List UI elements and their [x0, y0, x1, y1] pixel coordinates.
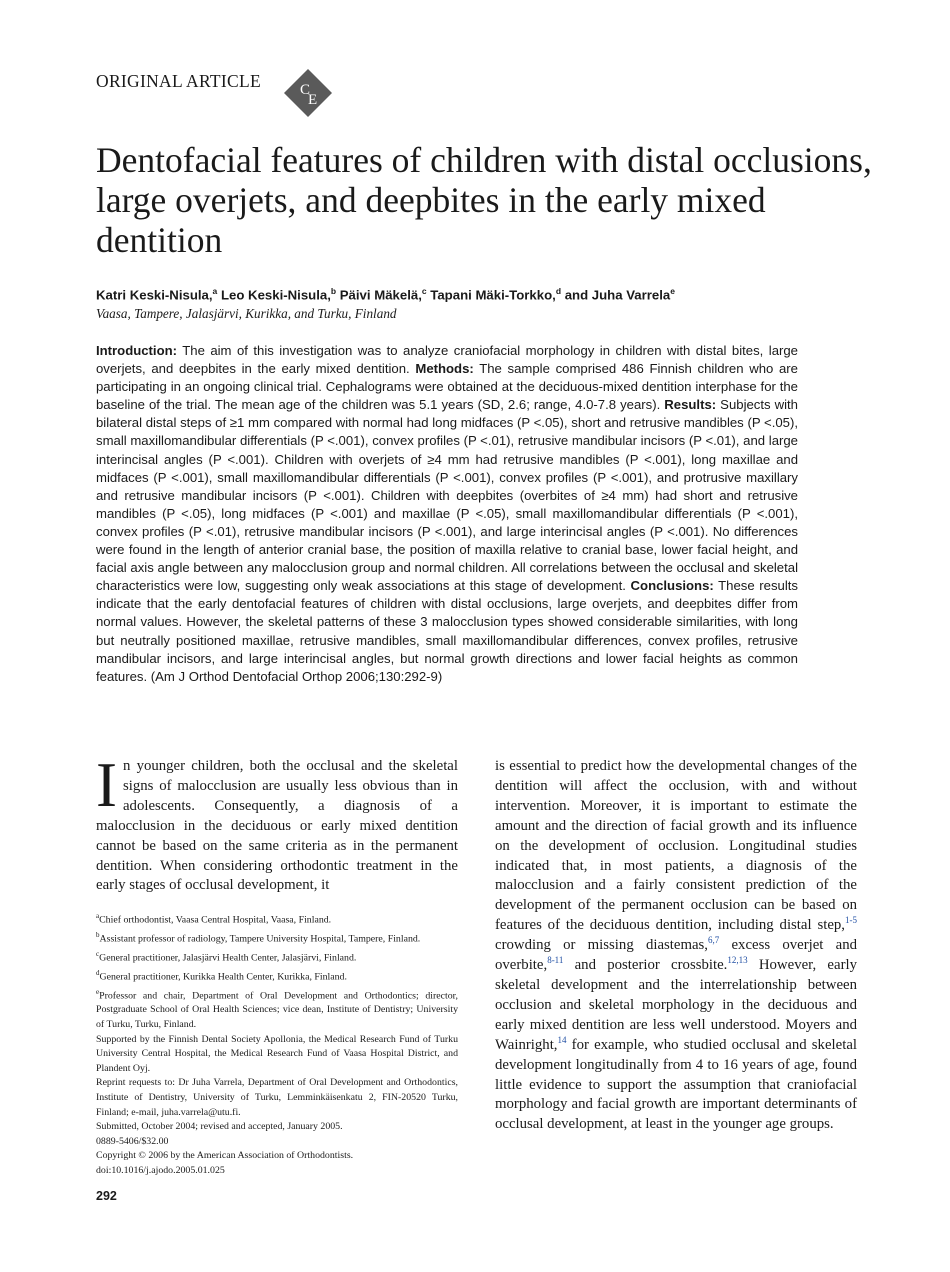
abstract	[96, 342, 798, 686]
body-paragraph: crowding or missing diastemas,	[495, 937, 708, 954]
footnote-submitted: Submitted, October 2004; revised and accepted, January 2005.	[96, 1121, 343, 1133]
footnotes	[96, 909, 458, 1179]
abstract-introduction-text: The aim of this investigation was to analyze craniofacial morphology in children with distal bites, large overjets, and deepbites in the early mixed dentition.	[96, 343, 798, 377]
author-locations: Vaasa, Tampere, Jalasjärvi, Kurikka, and Turku, Finland	[96, 306, 397, 321]
body-text-left-column	[96, 750, 458, 896]
abstract-conclusions-label: Conclusions:	[630, 578, 714, 594]
article-header	[96, 68, 496, 118]
author-affiliation-mark: a	[212, 286, 218, 296]
reference-link[interactable]: 12,13	[727, 955, 748, 966]
footnote-affiliation: $^b$Assistant professor of radiology, Tampere University Hospital, Tampere, Finland.	[96, 930, 421, 945]
abstract-methods-label: Methods:	[415, 361, 474, 377]
abstract-conclusions-text: These results indicate that the early dentofacial features of children with distal occlusions, large overjets, and deepbites differ from normal values. However, the skeletal patterns of these 3 malocclusion types showed considerable similarities, with long but neutrally positioned maxillae, retrusive mandibles, small maxillomandibular differences, convex profiles, retrusive mandibular incisors, and large interincisal angles, but normal growth directions and lower facial heights as common features. (Am J Orthod Dentofacial Orthop 2006;130:292-9)	[96, 578, 798, 684]
author-name: Katri Keski-Nisula,	[96, 287, 213, 303]
footnote-funding: Supported by the Finnish Dental Society Apollonia, the Medical Research Fund of Turku University Central Hospital, the Medical Research Fund of Vaasa Hospital District, and Plandent Oyj.	[96, 1033, 458, 1074]
article-title: Dentofacial features of children with distal occlusions, large overjets, and deepbites in the early mixed dentition	[96, 140, 872, 260]
author-affiliation-mark: d	[555, 286, 562, 296]
badge-letter-c: C	[300, 82, 311, 98]
reference-link[interactable]: 1-5	[845, 915, 857, 926]
badge-letter-e: E	[308, 92, 318, 108]
reference-link[interactable]: 6,7	[708, 935, 720, 946]
reference-link[interactable]: 14	[557, 1034, 567, 1045]
body-text-right-column	[495, 757, 857, 1135]
body-paragraph: excess overjet and overbite,	[495, 937, 857, 974]
abstract-results-label: Results:	[664, 397, 717, 413]
body-paragraph: However, early skeletal development and the interrelationship between occlusion and skeletal morphology in the deciduous and early mixed dentition are less well understood. Moyers and Wainright,	[495, 957, 858, 1053]
author-affiliation-mark: c	[421, 286, 427, 296]
footnote-affiliation: $^d$General practitioner, Kurikka Health Center, Kurikka, Finland.	[96, 968, 347, 982]
footnote-reprint-requests: Reprint requests to: Dr Juha Varrela, Department of Oral Development and Orthodontics, Institute of Dentistry, University of Turku, Lemminkäisenkatu 2, FIN-20520 Turku, Finland; e-mail, juha.varrela@utu.fi.	[96, 1077, 458, 1118]
drop-cap: I	[96, 750, 117, 820]
article-type-label: ORIGINAL ARTICLE	[96, 71, 261, 91]
footnote-copyright: Copyright © 2006 by the American Association of Orthodontists.	[96, 1150, 354, 1162]
footnote-affiliation: $^c$General practitioner, Jalasjärvi Health Center, Jalasjärvi, Finland.	[96, 949, 357, 964]
reference-link[interactable]: 8-11	[547, 955, 564, 966]
body-paragraph: and posterior crossbite.	[563, 957, 728, 974]
body-paragraph: for example, who studied occlusal and skeletal development longitudinally from 4 to 16 years of age, found little evidence to support the assumption that craniofacial morphology and facial growth are important determinants of occlusal development, at least in the younger age groups.	[495, 1036, 857, 1133]
author-name: Tapani Mäki-Torkko,	[430, 287, 556, 303]
body-paragraph: n younger children, both the occlusal and the skeletal signs of malocclusion are usually less obvious than in adolescents. Consequently, a diagnosis of a malocclusion in the deciduous or early mixed dentition cannot be based on the same criteria as in the permanent dentition. When considering orthodontic treatment in the early stages of occlusal development, it	[96, 758, 458, 894]
author-affiliation-mark: e	[670, 286, 675, 296]
author-name: and Juha Varrela	[564, 287, 671, 303]
body-paragraph: is essential to predict how the developmental changes of the dentition will affect the occlusion, with and without intervention. Moreover, it is important to estimate the amount and the direction of facial growth and its influence on the development of occlusion. Longitudinal studies indicated that, in most patients, a diagnosis of the malocclusion and a fairly consistent prediction of the development of the permanent occlusion can be based on features of the deciduous dentition, including distal step,	[495, 758, 857, 934]
footnote-affiliation: $^a$Chief orthodontist, Vaasa Central Hospital, Vaasa, Finland.	[96, 912, 332, 926]
footnote-affiliation: $^e$Professor and chair, Department of Oral Development and Orthodontics; director, Postgraduate School of Oral Health Sciences; vice dean, Institute of Dentistry; University of Turku, Turku, Finland.	[96, 987, 458, 1030]
author-name: Leo Keski-Nisula,	[220, 287, 331, 303]
author-list	[96, 286, 876, 302]
abstract-introduction-label: Introduction:	[96, 343, 178, 358]
abstract-methods-text: The sample comprised 486 Finnish children who are participating in an ongoing clinical trial. Cephalograms were obtained at the deciduous-mixed dentition interphase for the baseline of the trial. The mean age of the children was 5.1 years (SD, 2.6; range, 4.0-7.8 years).	[96, 361, 798, 413]
footnote-issn: 0889-5406/$32.00	[96, 1135, 169, 1147]
page-number: 292	[96, 1189, 117, 1203]
abstract-results-text: Subjects with bilateral distal steps of ≥1 mm compared with normal had long midfaces (P <.05), short and retrusive mandibles (P <.05), small maxillomandibular differentials (P <.001), convex profiles (P <.01), retrusive mandibular incisors (P <.01), and large interincisal angles (P <.001). Children with overjets of ≥4 mm had retrusive mandibles (P <.001), long maxillae and midfaces (P <.001), small maxillomandibular differentials (P <.001), convex profiles (P <.001), and protrusive maxillary and retrusive mandibular incisors (P <.001). Children with deepbites (overbites of ≥4 mm) had short and retrusive mandibles (P <.05), long midfaces (P <.001) and maxillae (P <.05), small maxillomandibular differentials (P <.001), convex profiles (P <.01), retrusive mandibular incisors (P <.001), and large interincisal angles (P <.001). No differences were found in the length of anterior cranial base, the position of maxilla relative to cranial base, lower facial height, and facial axis angle between any malocclusion group and normal children. All correlations between the occlusal and skeletal characteristics were low, suggesting only weak associations at this stage of development.	[96, 397, 798, 594]
ce-diamond-icon	[283, 68, 333, 118]
author-affiliation-mark: b	[330, 286, 337, 296]
author-name: Päivi Mäkelä,	[339, 287, 422, 303]
footnote-doi: doi:10.1016/j.ajodo.2005.01.025	[96, 1164, 225, 1176]
